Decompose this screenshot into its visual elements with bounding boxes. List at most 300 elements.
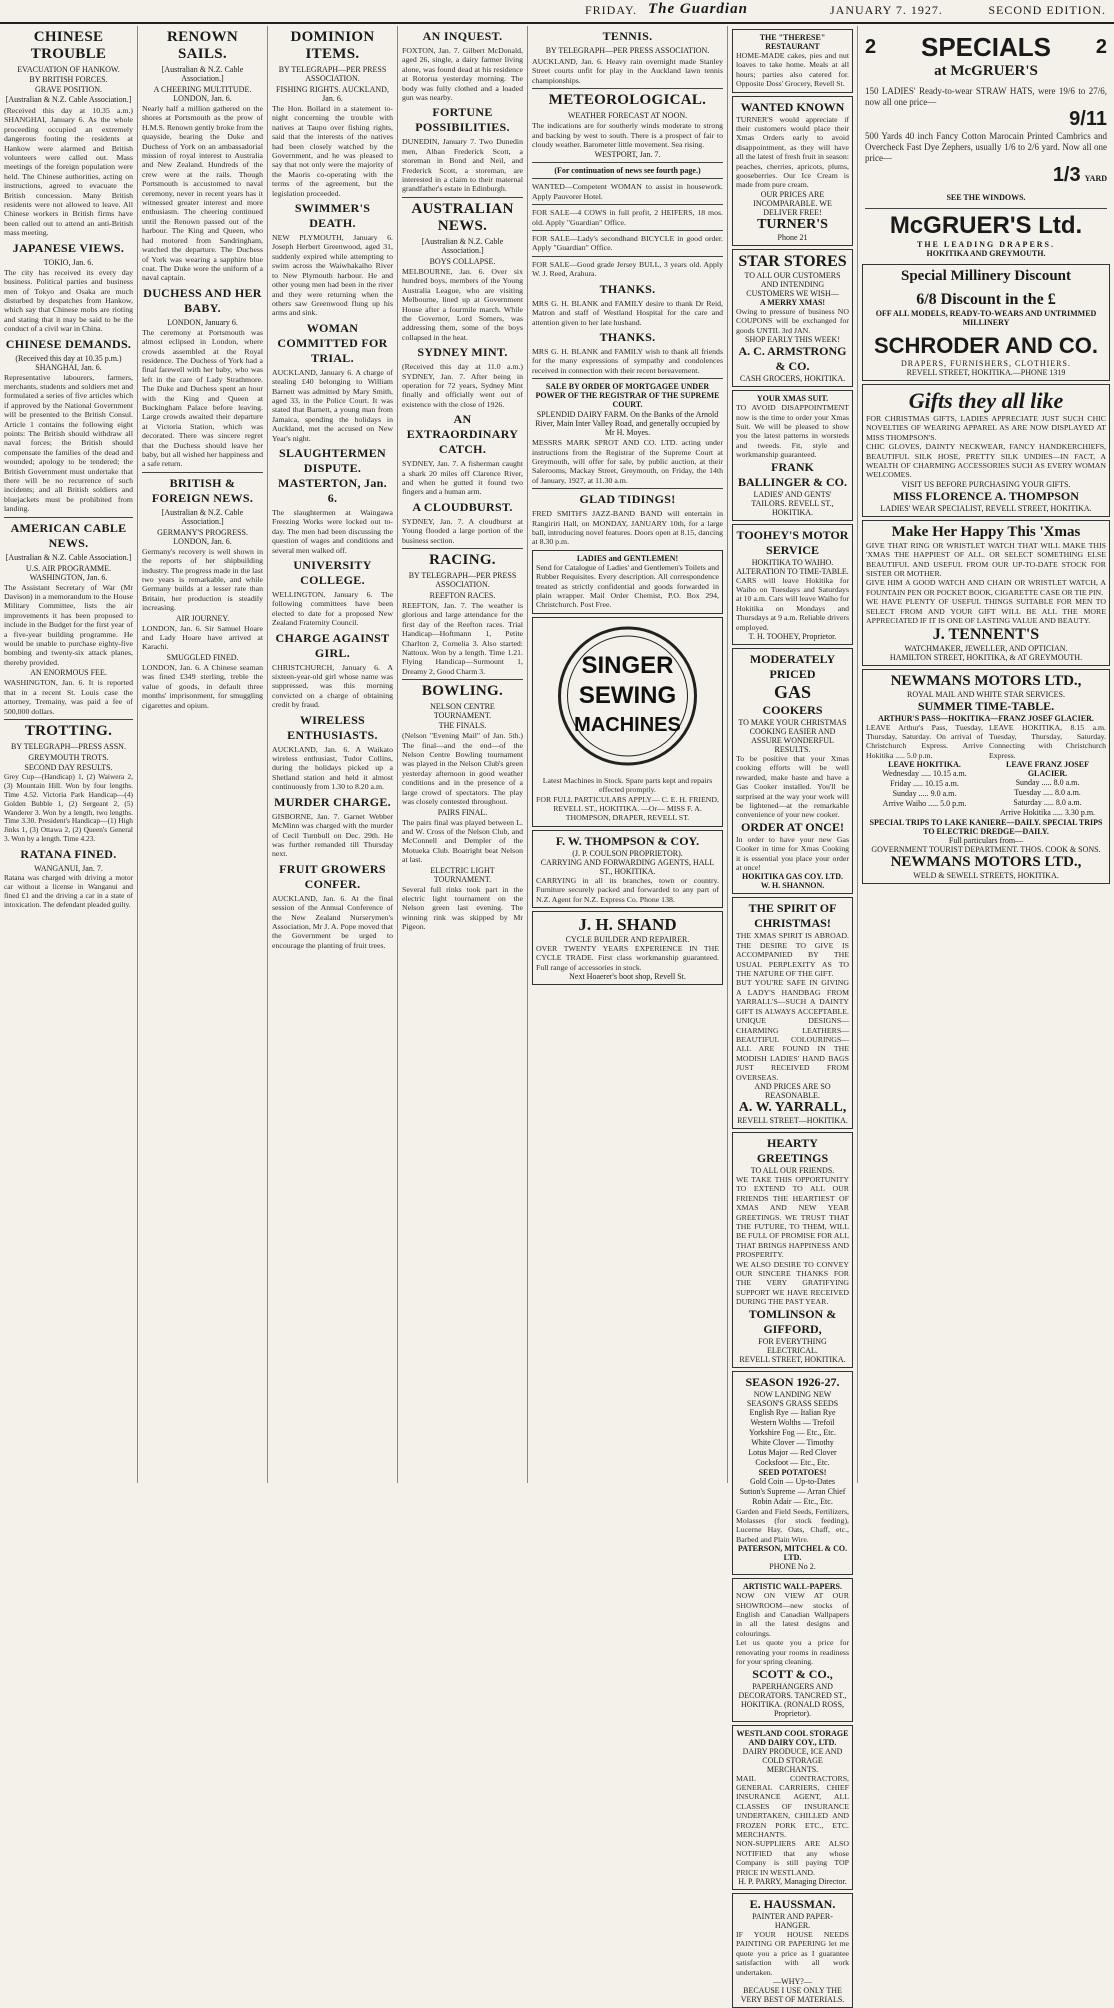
ad-body: LEAVE HOKITIKA, 8.15 a.m. Tuesday, Thursday, Saturday. Connecting with Christchurch Express. <box>989 722 1106 760</box>
towns: HOKITIKA AND GREYMOUTH. <box>926 249 1046 258</box>
ad-brand: HOKITIKA GAS COY. LTD. <box>742 872 843 882</box>
star-stores-ad <box>732 249 853 387</box>
subheading: SECOND DAY RESULTS. <box>24 762 113 772</box>
ad-title: E. HAUSSMAN. <box>749 1896 836 1911</box>
ad-brand: PATERSON, MITCHEL & CO. LTD. <box>737 1544 848 1563</box>
subheading: FISHING RIGHTS. AUCKLAND, Jan. 6. <box>276 85 389 103</box>
potato-item: Robin Adair — Etc., Etc. <box>752 1496 833 1506</box>
ad-address: HAMILTON STREET, HOKITIKA, & AT GREYMOUTH. <box>889 652 1083 662</box>
ad-body: Latest Machines in Stock. Spare parts kept and repairs effected promptly. <box>542 775 713 795</box>
ad-title: WANTED KNOWN <box>740 99 845 114</box>
ad-body: BUT YOU'RE SAFE IN GIVING A LADY'S HANDBAG FROM YARRALL'S—SUCH A DAINTY GIFT IS ALWAYS ACCEPTABLE. UNIQUE DESIGNS—CHARMING LEATHERS—BEAUTIFUL COLOURINGS—ALL ARE FOUND IN THE MODISH LADIES' HAND BAGS JUST RECEIVED FROM OVERSEAS. <box>736 978 849 1082</box>
article-body: The city has received its every day business. Political parties and business men of Tokyo and Osaka are much disturbed by despatches from Hankow, which say that Chinese mobs are rioting and stating that it may be said to be the conduct of a civil war in China. <box>4 267 133 334</box>
article-body: AUCKLAND, January 6. A charge of stealing £40 belonging to William Barnett was admitted by Mary Smith, aged 33, in the Police Court. It was stated that Barnett, a young man from Jamaica, spending the holidays in Auckland, met the accused on New Year's night. <box>272 367 393 443</box>
ad-address: REVELL STREET—HOKITIKA. <box>737 1115 848 1125</box>
source-line: [Australian & N.Z. Cable Association.] <box>5 552 132 562</box>
headline: MURDER CHARGE. <box>274 794 391 809</box>
ad-subtitle: SPECIAL TRIPS TO LAKE KANIERE—DAILY. SPECIAL TRIPS TO ELECTRIC DREDGE—DAILY. <box>869 818 1103 837</box>
singer-word: SINGER <box>581 651 674 679</box>
headline: GLAD TIDINGS! <box>579 492 676 507</box>
ad-title: CHRISTMAS! <box>754 916 831 931</box>
article-body: Germany's recovery is well shown in the reports of her shipbuilding industry. The progress made in the last two years is remarkable, and while Germany builds at a lesser rate than Britain, her production is steadily increasing. <box>142 546 263 613</box>
subheading: EVACUATION OF HANKOW. <box>17 65 120 74</box>
ad-brand: FRANK BALLINGER & CO. <box>737 459 847 489</box>
sewing-word: SEWING <box>578 681 677 709</box>
ad-title: WESTLAND COOL STORAGE AND DAIRY COY., LTD. <box>736 1728 849 1747</box>
source-line: BY TELEGRAPH—PER PRESS ASSOCIATION. <box>408 571 517 589</box>
ad-body: To be positive that your Xmas cooking efforts will be well rewarded, make haste and have a Gas Cooker installed. You'll be surprised at the way your work will be lightened—at the remarkable convenience of your new cooker. <box>736 753 849 820</box>
ad-title: SUMMER TIME-TABLE. <box>917 698 1055 713</box>
article-body: GISBORNE, Jan. 7. Garnet Webber McMinn was charged with the murder of Cecil Turnbull on Dec. 29th. He was further remanded till Thursday next. <box>272 811 393 859</box>
schedule-item: Tuesday ..... 8.0 a.m. <box>1014 788 1081 798</box>
column-5 <box>528 26 728 1483</box>
notice: MRS G. H. BLANK and FAMILY desire to thank Dr Reid, Matron and staff of Westland Hospital for the care and attention given to her late husband. <box>532 298 723 327</box>
ad-address: Next Hoaerer's boot shop, Revell St. <box>569 972 686 982</box>
specials-number: 2 <box>1095 36 1107 58</box>
ad-address: LADIES' AND GENTS' TAILORS. REVELL ST., HOKITIKA. <box>751 489 834 517</box>
column-2 <box>138 26 268 1483</box>
paterson-seeds-ad <box>732 1371 853 1576</box>
subheading: (Received this day at 10.35 p.m.) SHANGHAI, Jan. 6. <box>15 353 122 372</box>
specials-number: 2 <box>865 36 877 58</box>
ballinger-ad <box>732 390 853 520</box>
ad-brand: TOMLINSON & GIFFORD, <box>748 1306 837 1336</box>
seed-item: White Clover — Timothy <box>751 1437 834 1447</box>
divider <box>142 472 263 473</box>
ad-body: Send for Catalogue of Ladies' and Gentlemen's Toilets and Rubber Requisites. Every description. All correspondence treated as strictly confidential and goods forwarded in plain wrapper. Mail Order Chemist, P.O. Box 294, Christchurch. Post Free. <box>536 562 719 610</box>
headline: RATANA FINED. <box>20 847 117 862</box>
ad-body: NOW ON VIEW AT OUR SHOWROOM—new stocks of English and Canadian Wallpapers in all the latest designs and colourings. <box>736 1591 849 1638</box>
ad-title: YOUR XMAS SUIT. <box>756 394 829 404</box>
seed-item: Cocksfoot — Etc., Etc. <box>755 1457 830 1467</box>
article-body: WASHINGTON, Jan. 6. It is reported that in a recent St. Louis case the attorney, Tremainy, was paid a fee of 500,000 dollars. <box>4 678 133 716</box>
ad-title: Special Millinery Discount <box>901 268 1071 284</box>
specials-at: at McGRUER'S <box>934 63 1038 79</box>
subheading: WEATHER FORECAST AT NOON. <box>567 111 688 121</box>
ad-subtitle: DAIRY PRODUCE, ICE AND COLD STORAGE MERCHANTS. <box>742 1746 843 1774</box>
ad-title: J. H. SHAND <box>578 915 677 935</box>
divider <box>532 230 723 231</box>
subheading: BOYS COLLAPSE. <box>429 256 496 266</box>
hats-price: 9/11 <box>1069 108 1107 130</box>
advertisement: FRED SMITH'S JAZZ-BAND BAND will entertain in Rangiriri Hall, on MONDAY, JANUARY 10th, for a large ball, introducing novel features. Doors open at 8.15, dancing at 8.30 p.m. <box>532 509 723 547</box>
ad-body: WE TAKE THIS OPPORTUNITY TO EXTEND TO ALL OUR FRIENDS THE HEARTIEST OF XMAS AND NEW YEAR GREETINGS. WE TRUST THAT THE FUTURE, TO THEM, WILL BE FULL OF PROMISE FOR ALL THAT BRINGS HAPPINESS AND PROSPERITY. <box>736 1174 849 1260</box>
classified-ad: WANTED—Competent WOMAN to assist in housework. Apply Pauvorer Hotel. <box>532 182 723 201</box>
source-line: [Australian & N.Z. Cable Association.] <box>161 65 244 83</box>
tennent-jeweller-ad <box>862 520 1110 666</box>
article-body: WELLINGTON, January 6. The following committees have been elected to date for a proposed New Zealand Fraternity Council. <box>272 590 393 628</box>
divider <box>532 488 723 489</box>
article-body: MELBOURNE, Jan. 6. Over six hundred boys, members of the Young Australia League, who are visiting Melbourne, lined up at Government House after a fourmile march. While the Governor, Lord Somers, was addressing them, some of the boys collapsed in the heat. <box>402 266 523 342</box>
ad-address: PAPERHANGERS AND DECORATORS. TANCRED ST., HOKITIKA. (RONALD ROSS, Proprietor). <box>738 1681 847 1718</box>
article-body: LONDON, Jan. 6. A Chinese seaman was fined £349 sterling, treble the value of goods, in default three months' imprisonment, for smuggling cigarettes and opium. <box>142 662 263 710</box>
ad-body: MAIL CONTRACTORS, GENERAL CARRIERS, CHIEF INSURANCE AGENT, ALL CLASSES OF INSURANCE UNDERTAKEN, CHILLED AND FROZEN PORK ETC., ETC. MERCHANTS. <box>736 1773 849 1839</box>
machines-word: MACHINES <box>574 713 681 736</box>
subheading: SPLENDID DAIRY FARM. On the Banks of the Arnold River, Main Inter Valley Road, and generally occupied by Mr H. Moyes. <box>535 410 720 438</box>
ad-address: CASH GROCERS, HOKITIKA. <box>739 374 846 384</box>
ad-subtitle: TO ALL OUR CUSTOMERS AND INTENDING CUSTOMERS WE WISH— <box>744 270 841 298</box>
newmans-motors-ad <box>862 669 1110 885</box>
divider <box>532 178 723 179</box>
article-body: The slaughtermen at Waingawa Freezing Works were locked out to-day. The men had been discussing the question of wages and conditions and several men walked off. <box>272 507 393 555</box>
masthead-date: JANUARY 7. 1927. <box>830 3 943 17</box>
subheading: WESTPORT, Jan. 7. <box>594 150 661 160</box>
ad-title: MODERATELY PRICED <box>749 651 836 681</box>
subheading: A CHEERING MULTITUDE. LONDON, Jan. 6. <box>153 85 252 103</box>
headline: AMERICAN CABLE NEWS. <box>10 520 127 550</box>
scott-wallpaper-ad <box>732 1578 853 1721</box>
ad-address: WELD & SEWELL STREETS, HOKITIKA. <box>913 871 1059 881</box>
singer-sewing-ad <box>532 617 723 827</box>
article-body: CHRISTCHURCH, January 6. A sixteen-year-old girl whose name was suppressed, was this morning convicted on a charge of obtaining credit by fraud. <box>272 662 393 710</box>
article-body: The pairs final was played between L. and W. Cross of the Nelson Club, and McConnell and Dempler of the Motueka Club. Boatright beat Nelson at last. <box>402 817 523 865</box>
ad-title: TOOHEY'S MOTOR SERVICE <box>736 527 849 557</box>
subheading: TOKIO, Jan. 6. <box>43 257 94 267</box>
subheading: AIR JOURNEY. <box>175 613 230 623</box>
ad-body: THE XMAS SPIRIT IS ABROAD. THE DESIRE TO GIVE IS ACCOMPANIED BY THE USUAL PERPLEXITY AS TO THE NATURE OF THE GIFT. <box>736 931 849 979</box>
subheading: BY BRITISH FORCES. <box>29 75 108 84</box>
ad-brand: W. H. SHANNON. <box>760 881 825 891</box>
ad-body: Garden and Field Seeds, Fertilizers, Molasses (for stock feeding), Lucerne Hay, Oats, Chaff, etc., Barbed and Plain Wire. <box>736 1506 849 1544</box>
ad-title: STAR STORES <box>738 252 847 270</box>
see-windows: SEE THE WINDOWS. <box>946 193 1026 202</box>
article-body: AUCKLAND, Jan. 6. A Waikato wireless enthusiast, Tudor Collins, during the holidays picked up a Shetland station and held it almost continuously from 1.30 to 8.20 a.m. <box>272 744 393 792</box>
ad-brand: SCOTT & CO., <box>752 1666 833 1681</box>
schedule-item: Saturday ..... 8.0 a.m. <box>1013 798 1082 808</box>
ad-subtitle: PAINTER AND PAPER-HANGER. <box>752 1911 833 1930</box>
headline: A CLOUDBURST. <box>412 499 513 514</box>
divider <box>532 204 723 205</box>
headline-dominion-items: DOMINION ITEMS. <box>290 29 375 62</box>
article-body: Ratana was charged with driving a motor car without a license in Wanganui and fined £1 and the driving a car in a state of intoxication. The defendant pleaded guilty. <box>4 873 133 909</box>
article-body: LONDON, Jan. 6. Sir Samuel Hoare and Lady Hoare have arrived at Karachi. <box>142 623 263 652</box>
divider <box>4 719 133 720</box>
thompson-carriers-ad <box>532 830 723 908</box>
ad-subtitle: —WHY?— <box>773 1977 812 1986</box>
singer-sewing-emblem <box>536 621 719 771</box>
classified-ad: FOR SALE—Lady's secondhand BICYCLE in good order. Apply "Guardian" Office. <box>532 234 723 253</box>
source-line: [Australian & N.Z. Cable Association.] <box>5 95 132 104</box>
article-body: AUCKLAND, Jan. 6. At the final session of the Annual Conference of the New Zealand Nurserymen's Association, Mr J. A. Pope moved that the Government be urged to encourage the planting of fruit trees. <box>272 893 393 950</box>
schedule-item: Arrive Hokitika ..... 3.30 p.m. <box>999 808 1096 818</box>
headline: THANKS. <box>599 329 656 344</box>
specials-word: SPECIALS <box>920 32 1052 62</box>
column-3 <box>268 26 398 1483</box>
ad-body: NON-SUPPLIERS ARE ALSO NOTIFIED that any whose Company is still paying TOP PRICE IN WESTLAND. <box>736 1839 849 1877</box>
headline-british-foreign: BRITISH & FOREIGN NEWS. <box>151 475 254 505</box>
ad-title: ARTISTIC WALL-PAPERS. <box>743 1582 842 1592</box>
headline: SWIMMER'S DEATH. <box>294 201 371 231</box>
ad-body: IF YOUR HOUSE NEEDS PAINTING OR PAPERING let me quote you a price as I guarantee satisfaction with all work undertaken. <box>736 1929 849 1977</box>
ad-body: GIVE THAT RING OR WRISTLET WATCH THAT WILL MAKE THIS 'XMAS THE HAPPIEST OF ALL. OR SELECT SOMETHING ELSE BEAUTIFUL AND USEFUL FROM OUR UP-TO-DATE STOCK FOR SISTER OR MOTHER. <box>866 540 1106 579</box>
column-8 <box>858 26 1114 1483</box>
ad-subtitle: TO ALL OUR FRIENDS. <box>750 1165 835 1175</box>
ad-title: THE "THERESE" RESTAURANT <box>759 33 826 51</box>
thompson-gifts-ad <box>862 384 1110 517</box>
subheading: SMUGGLED FINED. <box>166 652 239 662</box>
ad-brand: TURNER'S <box>757 216 828 232</box>
divider <box>532 256 723 257</box>
ad-body: CARRYING in all its branches, town or country. Furniture securely packed and forwarded to any part of N.Z. Agent for N.Z. Express Co. Phone 138. <box>536 875 719 904</box>
subheading: GERMANY'S PROGRESS. LONDON, Jan. 6. <box>157 527 248 546</box>
article-body: Several full rinks took part in the electric light tournament on the Nelson green last evening. The winning rink was skipped by Mr Pigeon. <box>402 884 523 932</box>
ad-title: Gifts they all like <box>908 388 1064 413</box>
masthead-edition: SECOND EDITION. <box>988 3 1106 17</box>
ad-body: FOR FULL PARTICULARS APPLY— C. E. H. FRIEND, REVELL ST., HOKITIKA. —Or— MISS F. A. THOMPSON, DRAPER, REVELL ST. <box>536 794 719 823</box>
toohey-motor-ad <box>732 524 853 645</box>
ad-signature: H. P. PARRY, Managing Director. <box>738 1876 847 1886</box>
column-6 <box>728 26 858 2004</box>
headline: DUCHESS AND HER BABY. <box>143 285 262 315</box>
divider <box>402 197 523 198</box>
ad-subtitle: CYCLE BUILDER AND REPAIRER. <box>565 935 690 945</box>
schedule-heading: LEAVE FRANZ JOSEF GLACIER. <box>1006 760 1089 779</box>
schedule <box>866 760 1106 818</box>
ad-subtitle: (J. P. COULSON PROPRIETOR). <box>572 848 683 858</box>
ad-body: HOME-MADE cakes, pies and nut loaves to take home. Meals at all hours; parties also catered for. Opposite Doss' Grocery, Revell St. <box>736 51 849 89</box>
article-body: The Hon. Bollard in a statement to-night concerning the trouble with natives at Taupo over fishing rights, said that the interests of the natives had been closely watched by the Government, and he was pleased to say that not only were the majority of the Maoris co-operating with the terms of the agreement, but the legislation proceeded. <box>272 104 393 198</box>
divider <box>402 548 523 549</box>
subheading: GRAVE POSITION. <box>35 85 102 94</box>
headline: AN INQUEST. <box>422 29 503 43</box>
ad-phone: Phone 21 <box>777 232 808 242</box>
ad-brand: A. W. YARRALL, <box>738 1099 847 1115</box>
schroder-name: SCHRODER AND CO. <box>873 333 1099 358</box>
ad-body: Let us quote you a price for renovating your rooms in readiness for your spring cleaning. <box>736 1638 849 1667</box>
ad-title: SEASON 1926-27. <box>745 1374 840 1389</box>
ad-body: OVER TWENTY YEARS EXPERIENCE IN THE CYCLE TRADE. First class workmanship guaranteed. Full range of accessories in stock. <box>536 944 719 972</box>
ad-title: Make Her Happy This 'Xmas <box>891 523 1081 540</box>
ad-subtitle: TO MAKE YOUR CHRISTMAS COOKING EASIER AND ASSURE WONDERFUL RESULTS. <box>738 717 847 754</box>
shand-cycle-ad <box>532 911 723 985</box>
schedule-heading: LEAVE HOKITIKA. <box>888 760 961 770</box>
source-line: [Australian & N.Z. Cable Association.] <box>161 507 244 526</box>
ad-phone: PHONE No 2. <box>769 1562 816 1572</box>
subheading: NELSON CENTRE TOURNAMENT. <box>430 702 495 721</box>
classified-ad: FOR SALE—Good grade Jersey BULL, 3 years old. Apply W. J. Reed, Arahura. <box>532 259 723 279</box>
headline: CHARGE AGAINST GIRL. <box>275 630 390 660</box>
article-body: NEW PLYMOUTH, January 6. Joseph Herbert Greenwood, aged 31, suddenly expired while attempting to swim across the Waiwhakaiho River to New Plymouth harbour. He and other young men had been in the river and they were returning when the others saw Greenwood flung up his arms and sink. <box>272 233 393 318</box>
article-body: (Nelson "Evening Mail" of Jan. 5th.) The final—and the end—of the Nelson Centre Bowling tournament was played in the Nelson Club's green yesterday afternoon in good weather conditions and in the presence of a large crowd of spectators. The play was closely contested throughout. <box>402 731 523 807</box>
headline-meteorological: METEOROLOGICAL. <box>548 92 707 109</box>
headline: FRUIT GROWERS CONFER. <box>279 861 386 891</box>
ad-subtitle: OFF ALL MODELS, READY-TO-WEARS AND UNTRIMMED MILLINERY <box>875 309 1097 327</box>
ad-subtitle: AND PRICES ARE SO REASONABLE. <box>754 1081 831 1100</box>
ad-title: LADIES and GENTLEMEN! <box>576 553 679 563</box>
masthead <box>0 0 1114 24</box>
headline: CHINESE DEMANDS. <box>5 336 132 351</box>
subheading: U.S. AIR PROGRAMME. WASHINGTON, Jan. 6. <box>25 563 112 582</box>
article-body: (Received this day at 11.0 a.m.) SYDNEY, Jan. 7. After being in operation for 72 years, Sydney Mint finally and officially went out of existence with the close of 1926. <box>402 362 523 409</box>
headline-racing: RACING. <box>429 552 496 568</box>
headline: AN EXTRAORDINARY CATCH. <box>406 412 519 457</box>
leave-row <box>866 723 1106 761</box>
specials-header <box>865 32 1107 63</box>
ad-title: F. W. THOMPSON & COY. <box>555 833 700 848</box>
ad-subtitle: GOVERNMENT TOURIST DEPARTMENT. THOS. COOK & SONS. <box>871 845 1101 855</box>
ad-subtitle: WATCHMAKER, JEWELLER, AND OPTICIAN. <box>904 643 1068 653</box>
schedule-item: Wednesday ..... 10.15 a.m. <box>882 769 967 779</box>
seed-item: Lotus Major — Red Clover <box>748 1447 837 1457</box>
yarrall-spirit-ad <box>732 897 853 1129</box>
article-body: The Assistant Secretary of War (Mr Davison) in a memorandum to the House Military Committee, lists the air improvements it has been proposed to include in the Budget for the first year of a five-year building programme. He would be unable to purchase eighty-five bombing and twenty-six attack planes, thereby provided. <box>4 582 133 667</box>
headline: FORTUNE POSSIBILITIES. <box>415 105 510 135</box>
classified-ad: FOR SALE—4 COWS in full profit, 2 HEIFERS, 18 mos. old. Apply "Guardian" Office. <box>532 208 723 227</box>
headline: JAPANESE VIEWS. <box>12 240 125 255</box>
headline-tennis: TENNIS. <box>602 29 653 43</box>
ad-body: WE ALSO DESIRE TO CONVEY OUR SINCERE THANKS FOR THE VERY GRATIFYING SUPPORT WE HAVE RECEIVED DURING THE PAST YEAR. <box>736 1259 849 1307</box>
article-body: REEFTON, Jan. 7. The weather is glorious and large attendance for the first day of the Reefton races. Trial Handicap—Hoftmann 1, Petite Charlton 2, Cornelia 3. Also started: Nattoux. Won by a length. Time 1.21. Flying Handicap—Surmount 1, Dreamy 2, Good Charm 3. <box>402 601 523 676</box>
divider <box>4 517 133 518</box>
masthead-day: FRIDAY. <box>585 3 638 17</box>
ad-address: LADIES' WEAR SPECIALIST, REVELL STREET, HOKITIKA. <box>880 503 1092 513</box>
schedule-item: Arrive Waiho ..... 5.0 p.m. <box>882 799 967 809</box>
article-body: The ceremony at Portsmouth was almost eclipsed in London, where crowds assembled at the Royal residence. The Duchess of York had a final farewell with her baby, who was left in the care of Lady Strathmore. The Duke and Duchess spent an hour with the King and Queen at Buckingham Palace before leaving. Large crowds awaited their departure at Victoria Station, which was decorated. There was sincere regret that the Duchess should leave her baby, but all wished her happiness and a safe return. <box>142 327 263 469</box>
schedule-item: Friday ..... 10.15 a.m. <box>890 779 959 789</box>
ad-subtitle: Full particulars from— <box>948 836 1024 846</box>
subheading: GREYMOUTH TROTS. <box>28 752 109 762</box>
source-line: BY TELEGRAPH—PRESS ASSN. <box>11 741 126 751</box>
tomlinson-ad <box>732 1132 853 1368</box>
ad-subtitle: DRAPERS, FURNISHERS, CLOTHIERS. <box>901 359 1071 368</box>
notice-heading: SALE BY ORDER OF MORTGAGEE UNDER POWER OF THE REGISTRAR OF THE SUPREME COURT. <box>535 382 720 410</box>
ladies-ad <box>532 550 723 614</box>
divider <box>865 208 1107 209</box>
article-body: (Received this day at 10.35 a.m.) SHANGHAI, January 6. As the whole proceeding occupied an extremely dangerous footing the residents at Hankow were alarmed and British volunteers were called out. Mass meetings of the foreign population were held. The Chinese authorities, acting on instructions, agreed to evacuate the British concession. Many British residents were not allowed to leave. All Chinese workers in British firms have been called out to attend an anti-British mass meeting. <box>4 106 133 238</box>
article-body: Grey Cup—(Handicap) 1, (2) Waiwera 2, (3) Mountain Hill. Won by four lengths. Time 4.52. Victoria Park Handicap—(4) Golden Bubble 1, (2) Sergeant 2, (5) Wanderer 3. Won by a length, two lengths. Time 3.30. President's Handicap—(1) High Jinks 1, (3) Ottawa 2, (2) Queen's General 3. Won by a length. Time 4.23. <box>4 771 133 844</box>
ad-body: WE HAVE PLENTY OF USEFUL THINGS SUITABLE FOR MEN TO SELECT FROM AND YOUR GIFT WILL BE ALL THE MORE APPRECIATED IF IT IS ONE OF LASTING VALUE AND BEAUTY. <box>866 597 1106 626</box>
turners-ad <box>732 96 853 246</box>
ad-body: TO AVOID DISAPPOINTMENT now is the time to order your Xmas Suit. We will be pleased to show you the latest patterns in worsteds and tweeds. Fit, style and workmanship guaranteed. <box>736 403 849 460</box>
ad-subtitle: VISIT US BEFORE PURCHASING YOUR GIFTS. <box>901 479 1071 489</box>
schedule-left <box>866 760 983 818</box>
ad-subtitle: OUR PRICES ARE INCOMPARABLE. WE DELIVER FREE! <box>753 189 832 217</box>
ad-subtitle: A MERRY XMAS! <box>759 297 826 307</box>
potato-item: Sutton's Supreme — Arran Chief <box>739 1486 846 1496</box>
subheading: ELECTRIC LIGHT TOURNAMENT. <box>430 865 495 884</box>
ad-brand: A. C. ARMSTRONG & CO. <box>738 344 847 374</box>
headline-bowling: BOWLING. <box>421 683 504 700</box>
seed-item: English Rye — Italian Rye <box>749 1407 836 1417</box>
ad-title: NEWMANS MOTORS LTD., <box>890 672 1082 689</box>
subheading: THE FINALS. <box>438 721 487 731</box>
notice: MESSRS MARK SPROT AND CO. LTD. acting under instructions from the Registrar of the Supreme Court at Greymouth, will offer for sale, by public auction, at their Salerooms, Mackay Street, Greymouth, on Friday, the 14th of January, 1927, at 11.30 a.m. <box>532 438 723 485</box>
ad-subtitle: SHOP EARLY THIS WEEK! <box>745 335 840 345</box>
column-1 <box>0 26 138 1483</box>
ad-body: In order to have your new Gas Cooker in time for Xmas Cooking it is essential you place your order at once! <box>736 834 849 873</box>
ad-body: Owing to pressure of business NO COUPONS will be exchanged for goods UNTIL 3rd JAN. <box>736 306 849 335</box>
article-body: SYDNEY, Jan. 7. A cloudburst at Young flooded a large portion of the business section. <box>402 516 523 545</box>
ad-subtitle: BECAUSE I USE ONLY THE VERY BEST OF MATERIALS. <box>740 1986 845 2004</box>
ad-body: CHIC GLOVES, DAINTY NECKWEAR, FANCY HANDKERCHIEFS, BEAUTIFUL SILK HOSE, PRETTY SILK UNDIES—IN FACT, A WEALTH OF CHARMING ACCESSORIES SUCH AS EVERY WOMAN WELCOMES. <box>866 442 1106 480</box>
divider <box>532 378 723 379</box>
divider <box>402 679 523 680</box>
ad-signature: T. H. TOOHEY, Proprietor. <box>748 631 837 641</box>
ad-body: GIVE HIM A GOOD WATCH AND CHAIN OR WRISTLET WATCH, A FOUNTAIN PEN OR POCKET BOOK, CIGARETTE CASE OR TIE PIN. <box>866 578 1106 597</box>
ad-brand: NEWMANS MOTORS LTD., <box>890 854 1082 871</box>
ad-title: ORDER AT ONCE! <box>741 819 844 834</box>
headline: WIRELESS ENTHUSIASTS. <box>287 712 378 742</box>
ad-title: HEARTY GREETINGS <box>756 1135 829 1165</box>
notice: MRS G. H. BLANK and FAMILY wish to thank all friends for the many expressions of sympathy and condolences received in connection with their recent bereavement. <box>532 346 723 375</box>
headline-trotting: TROTTING. <box>24 722 113 739</box>
schedule-right <box>989 760 1106 818</box>
article-body: SYDNEY, Jan. 7. A fisherman caught a shark 20 miles off Clarence River, and when he gutted it found two fingers and a human arm. <box>402 459 523 497</box>
ad-body: FOR CHRISTMAS GIFTS, LADIES APPRECIATE JUST SUCH CHIC NOVELTIES OF WEARING APPAREL AS ARE NOW DISPLAYED AT MISS THOMPSON'S. <box>866 414 1106 442</box>
cambric-price-line <box>865 164 1107 187</box>
headline-chinese-trouble: CHINESE TROUBLE <box>30 29 107 62</box>
gas-cooker-ad <box>732 648 853 894</box>
masthead-title: The Guardian <box>648 1 748 17</box>
ad-subtitle: ALTERATION TO TIME-TABLE. <box>736 566 849 576</box>
ad-body: 500 Yards 40 inch Fancy Cotton Marocain Printed Cambrics and Overcheck Fast Dye Zephers, usually 1/6 to 2/6 yard. Now all one price— <box>865 131 1107 163</box>
ad-title: 6/8 Discount in the £ <box>916 291 1056 308</box>
ad-title: THE SPIRIT OF <box>748 901 837 916</box>
subheading: AN ENORMOUS FEE. <box>30 668 107 678</box>
ad-address: REVELL STREET, HOKITIKA. <box>739 1354 846 1364</box>
mcgruer-specials-ad <box>862 29 1110 261</box>
subheading: PAIRS FINAL. <box>437 807 488 817</box>
cambric-unit: YARD <box>1084 174 1107 183</box>
seed-item: Yorkshire Fog — Etc., Etc. <box>749 1427 836 1437</box>
ad-brand: J. TENNENT'S <box>932 625 1040 643</box>
potato-item: Gold Coin — Up-to-Dates <box>749 1476 836 1486</box>
subheading: LONDON, January 6. <box>167 317 238 327</box>
article-body: Nearly half a million gathered on the shores at Portsmouth as the prow of H.M.S. Renown gently broke from the quayside, bearing the Duke and Duchess of York on an ambassadorial mission of royal interest to Australia and New Zealand. Hundreds of the crew were at the rails. Though Portsmouth is accustomed to naval ceremony, never in recent years has it witnessed greater interest and more enthusiasm. The cheering continued until the Renown passed out of the harbour. The King and Queen, who had motored from Sandringham, watched the departure. The Duchess of York was wearing a sapphire blue coat. The Duke wore the uniform of a naval captain. <box>142 104 263 283</box>
source-line: [Australian & N.Z. Cable Association.] <box>421 236 504 255</box>
ad-subtitle: CARRYING AND FORWARDING AGENTS, HALL ST., HOKITIKA. <box>540 857 715 876</box>
source-line: BY TELEGRAPH—PER PRESS ASSOCIATION. <box>278 65 387 83</box>
headline: THANKS. <box>599 281 656 296</box>
divider <box>532 162 723 163</box>
headline: SYDNEY MINT. <box>417 345 508 360</box>
ad-body: CARS will leave Hokitika for Waiho on Tuesdays and Saturdays at 10 a.m. Cars will leave Waiho for Hokitika on Mondays and Thursdays at 9 a.m. Reliable drivers employed. <box>736 575 849 632</box>
article-body: Representative labourers, farmers, merchants, students and soldiers met and formulated a series of five articles which if approved by the National Government will be presented to the British Consul. Article 1 contains the following eight points: The British should withdraw all naval forces; the British should compensate the families of the dead and wounded; apology to be tendered; the British Government must undertake that there will be no recurrence of such incidents; and all British soldiers and bluejackets must be prohibited from landing. <box>4 372 133 514</box>
article-body: FOXTON, Jan. 7. Gilbert McDonald, aged 26, single, a dairy farmer living alone, was found dead at his residence at Rotorua yesterday morning. The body was fully clothed and a loaded gun was nearby. <box>402 46 523 103</box>
article-body: AUCKLAND, Jan. 6. Heavy rain overnight made Stanley Street courts unfit for play in the Auckland lawn tennis championships. <box>532 57 723 85</box>
ad-subtitle: FOR EVERYTHING ELECTRICAL. <box>758 1336 827 1355</box>
continuation-note: (For continuation of news see fourth page.) <box>554 166 701 176</box>
headline: UNIVERSITY COLLEGE. <box>293 558 372 587</box>
source-line: BY TELEGRAPH—PER PRESS ASSOCIATION. <box>545 46 710 55</box>
ad-subtitle: SEED POTATOES! <box>758 1467 827 1477</box>
headline-renown-sails: RENOWN SAILS. <box>167 29 238 62</box>
ad-brand: MISS FLORENCE A. THOMPSON <box>893 488 1079 503</box>
ad-subtitle: ROYAL MAIL AND WHITE STAR SERVICES. <box>907 689 1065 699</box>
ad-address: REVELL STREET, HOKITIKA.—PHONE 1319 <box>906 368 1066 377</box>
column-4 <box>398 26 528 1483</box>
therese-restaurant-ad <box>732 29 853 93</box>
westland-storage-ad <box>732 1725 853 1890</box>
leading-drapers: THE LEADING DRAPERS. <box>916 240 1055 249</box>
millinery-discount-ad <box>862 264 1110 381</box>
article-body: DUNEDIN, January 7. Two Dunedin men, Alban Frederick Scott, a storeman in Bond and Neil, and Frederick Scott, a storeman, are interested in a claim to their maternal grandfather's estate in Edinburgh. <box>402 137 523 194</box>
ad-body: LEAVE Arthur's Pass, Tuesday, Thursday, Saturday. On arrival of Christchurch Express. Arrive Hokitika ..... 5.0 p.m. <box>866 722 983 760</box>
ad-subtitle: HOKITIKA TO WAIHO. <box>751 557 834 567</box>
headline: SLAUGHTERMEN DISPUTE. MASTERTON, Jan. 6. <box>278 445 387 505</box>
mcgruer-name: McGRUER'S Ltd. <box>889 212 1083 239</box>
ad-title: COOKERS <box>762 702 823 717</box>
headline-australian-news: AUSTRALIAN NEWS. <box>411 200 514 234</box>
headline: WOMAN COMMITTED FOR TRIAL. <box>277 320 388 365</box>
ad-body: TURNER'S would appreciate if their customers would place their Xmas Orders early to avoid disappointment, as they will have all the latest of fresh fruit in season: peaches, cherries, apricots, plums, gooseberries. Our Ice Cream is made from pure cream. <box>736 114 849 190</box>
article-body: The indications are for southerly winds moderate to strong and backing by west to south. There is a prospect of fair to cloudy weather. Barometer little movement. Sea rising. <box>532 121 723 150</box>
divider <box>532 88 723 89</box>
ad-title: GAS <box>773 681 811 702</box>
ad-body: 150 LADIES' Ready-to-wear STRAW HATS, were 19/6 to 27/6, now all one price— <box>865 86 1107 107</box>
schedule-item: Sunday ..... 8.0 a.m. <box>1015 778 1080 788</box>
ad-subtitle: NOW LANDING NEW SEASON'S GRASS SEEDS <box>746 1389 839 1408</box>
